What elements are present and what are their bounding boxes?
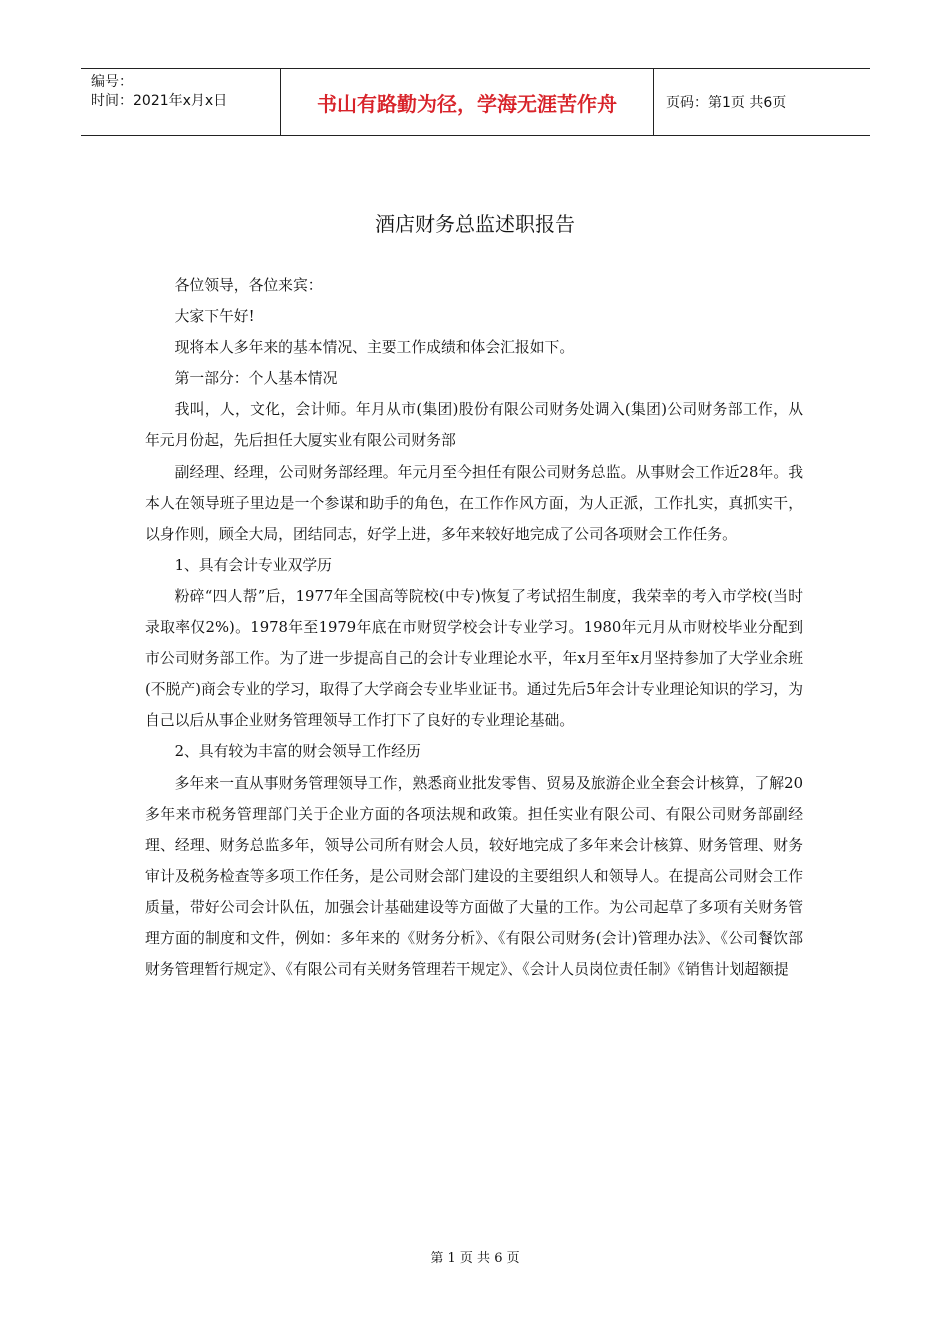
header-table	[81, 68, 870, 136]
body-paragraph: 粉碎“四人帮”后，1977年全国高等院校(中专)恢复了考试招生制度，我荣幸的考入市学校(当时录取率仅2%)。1978年至1979年底在市财贸学校会计专业学习。1980年元月从市财校毕业分配到市公司财务部工作。为了进一步提高自己的会计专业理论水平，年x月至年x月坚持参加了大学业余班(不脱产)商会专业的学习，取得了大学商会专业毕业证书。通过先后5年会计专业理论知识的学习，为自己以后从事企业财务管理领导工作打下了良好的专业理论基础。	[145, 587, 803, 730]
subsection-heading: 2、具有较为丰富的财会领导工作经历	[174, 743, 421, 761]
body-paragraph: 副经理、经理，公司财务部经理。年元月至今担任有限公司财务总监。从事财会工作近28年。我本人在领导班子里边是一个参谋和助手的角色，在工作作风方面，为人正派，工作扎实，真抓实干，以身作则，顾全大局，团结同志，好学上进，多年来较好地完成了公司各项财会工作任务。	[145, 463, 803, 543]
document-title: 酒店财务总监述职报告	[375, 212, 575, 236]
header-motto: 书山有路勤为径，学海无涯苦作舟	[317, 91, 617, 116]
body-paragraph: 多年来一直从事财务管理领导工作，熟悉商业批发零售、贸易及旅游企业全套会计核算，了解20多年来市税务管理部门关于企业方面的各项法规和政策。担任实业有限公司、有限公司财务部副经理、经理、财务总监多年，领导公司所有财会人员，较好地完成了多年来会计核算、财务管理、财务审计及税务检查等多项工作任务，是公司财会部门建设的主要组织人和领导人。在提高公司财会工作质量，带好公司会计队伍，加强会计基础建设等方面做了大量的工作。为公司起草了多项有关财务管理方面的制度和文件，例如：多年来的《财务分析》、《有限公司财务(会计)管理办法》、《公司餐饮部财务管理暂行规定》、《有限公司有关财务管理若干规定》、《会计人员岗位责任制》《销售计划超额提	[145, 774, 803, 979]
page-footer: 第 1 页 共 6 页	[430, 1251, 520, 1266]
header-motto-cell	[281, 69, 654, 135]
header-page-cell	[654, 69, 870, 135]
body-paragraph: 现将本人多年来的基本情况、主要工作成绩和体会汇报如下。	[174, 339, 575, 357]
document-number-label: 编号：	[91, 74, 133, 90]
subsection-heading: 1、具有会计专业双学历	[174, 556, 332, 574]
header-meta-cell	[81, 69, 281, 135]
section-heading: 第一部分：个人基本情况	[174, 370, 338, 388]
document-date-label: 时间：2021年x月x日	[91, 93, 228, 109]
body-paragraph: 大家下午好!	[174, 308, 255, 326]
header-page-info: 页码：第1页 共6页	[666, 95, 787, 111]
body-paragraph: 我叫，人，文化，会计师。年月从市(集团)股份有限公司财务处调入(集团)公司财务部工作，从年元月份起，先后担任大厦实业有限公司财务部	[145, 401, 803, 450]
body-paragraph: 各位领导，各位来宾：	[174, 277, 323, 294]
document-body	[145, 270, 803, 985]
